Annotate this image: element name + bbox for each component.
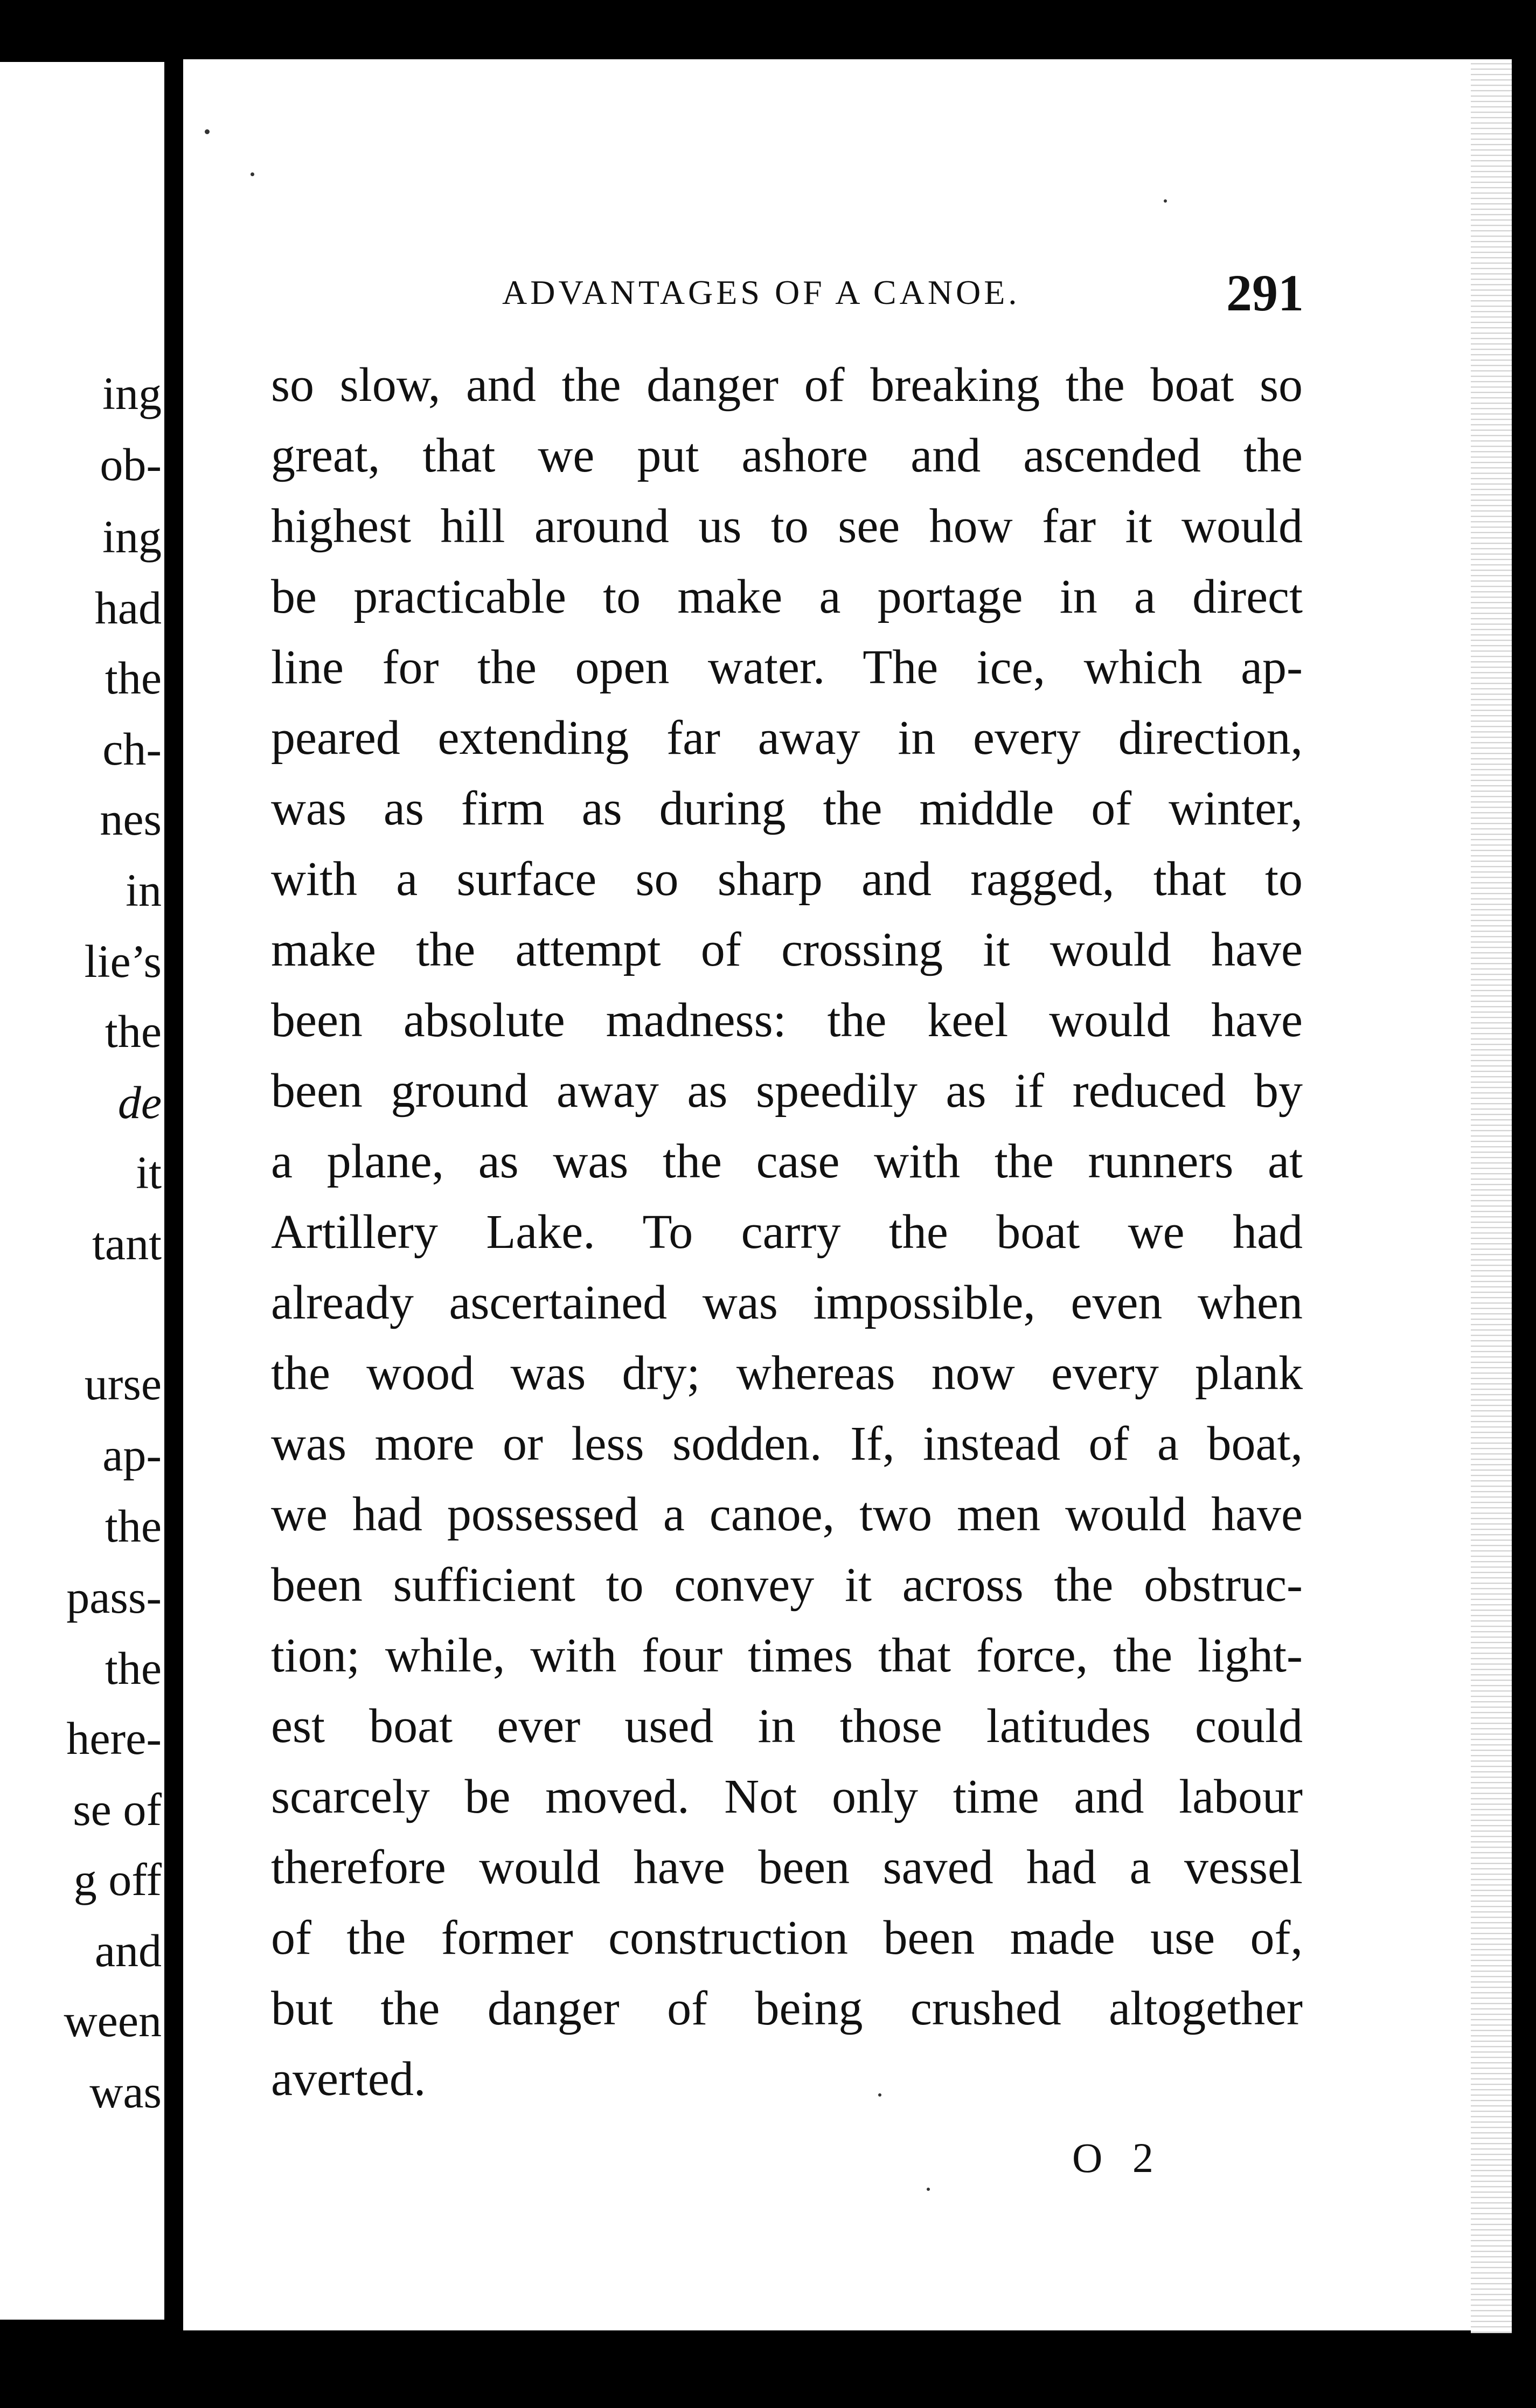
facing-page-fragment: the xyxy=(105,1500,162,1552)
dust-speck xyxy=(1164,199,1167,203)
facing-page-fragment: ch- xyxy=(102,723,162,775)
body-line: with a surface so sharp and ragged, that to xyxy=(271,852,1303,906)
facing-page-fragment: tant xyxy=(92,1218,162,1269)
scan-border-right xyxy=(1512,59,1536,2344)
dust-speck xyxy=(205,129,210,134)
body-line: tion; while, with four times that force, the light- xyxy=(271,1629,1303,1682)
facing-page-fragment: nes xyxy=(100,793,162,845)
facing-page-fragment: lie’s xyxy=(84,935,162,987)
body-line: be practicable to make a portage in a direct xyxy=(271,570,1303,623)
dust-speck xyxy=(927,2188,930,2191)
body-line: line for the open water. The ice, which ap- xyxy=(271,641,1303,694)
signature-mark: O 2 xyxy=(1072,2134,1163,2181)
body-line: we had possessed a canoe, two men would have xyxy=(271,1488,1303,1541)
facing-page-fragment: in xyxy=(126,864,162,916)
facing-page-fragment: ob- xyxy=(100,439,162,490)
scan-border-bottom xyxy=(183,2333,1536,2408)
facing-page-fragment: here- xyxy=(66,1712,162,1764)
body-line: make the attempt of crossing it would have xyxy=(271,923,1303,976)
running-head: ADVANTAGES OF A CANOE. xyxy=(502,273,1020,311)
body-line: scarcely be moved. Not only time and labour xyxy=(271,1770,1303,1823)
body-line: already ascertained was impossible, even when xyxy=(271,1276,1303,1329)
facing-page-fragment: and xyxy=(94,1925,162,1976)
facing-page-fragment: the xyxy=(105,1005,162,1057)
facing-page-fragment: g off xyxy=(73,1854,162,1905)
body-line: been absolute madness: the keel would have xyxy=(271,994,1303,1047)
facing-page-fragment: urse xyxy=(84,1358,162,1410)
body-line: highest hill around us to see how far it would xyxy=(271,499,1303,553)
body-line: est boat ever used in those latitudes could xyxy=(271,1699,1303,1753)
facing-page-fragment: ween xyxy=(64,1995,162,2046)
body-line: but the danger of being crushed altogether xyxy=(271,1982,1303,2035)
facing-page-fragment: se of xyxy=(73,1784,162,1835)
body-line: Artillery Lake. To carry the boat we had xyxy=(271,1205,1303,1259)
body-line: averted. xyxy=(271,2052,426,2106)
facing-page-fragment: ing xyxy=(102,367,162,419)
facing-page-fragment: de xyxy=(117,1077,162,1128)
facing-page-fragment: ap- xyxy=(102,1429,162,1481)
body-line: a plane, as was the case with the runners at xyxy=(271,1135,1303,1188)
body-line: was as firm as during the middle of winter, xyxy=(271,782,1303,835)
facing-page-fragment: the xyxy=(105,652,162,704)
facing-page-margin xyxy=(0,62,164,2320)
page-header xyxy=(323,263,1304,328)
body-line: of the former construction been made use of, xyxy=(271,1911,1303,1965)
facing-page-fragment: ing xyxy=(102,511,162,563)
body-line: so slow, and the danger of breaking the boat so xyxy=(271,358,1303,412)
body-line: therefore would have been saved had a vessel xyxy=(271,1841,1303,1894)
body-line: been sufficient to convey it across the obstruc- xyxy=(271,1558,1303,1612)
dust-speck xyxy=(251,172,254,176)
body-line: been ground away as speedily as if reduced by xyxy=(271,1064,1303,1118)
facing-page-fragment: it xyxy=(136,1147,162,1198)
body-line: great, that we put ashore and ascended the xyxy=(271,429,1303,482)
gutter-shadow xyxy=(164,54,183,2333)
facing-page-fragment: had xyxy=(94,582,162,634)
facing-page-fragment: the xyxy=(105,1642,162,1694)
page-edge xyxy=(1471,59,1514,2338)
body-line: the wood was dry; whereas now every plank xyxy=(271,1347,1303,1400)
body-line: peared extending far away in every direction, xyxy=(271,711,1303,765)
facing-page-fragment: was xyxy=(89,2066,162,2118)
facing-page-fragment: pass- xyxy=(66,1571,162,1623)
body-line: was more or less sodden. If, instead of a boat, xyxy=(271,1417,1303,1470)
page-number: 291 xyxy=(1226,264,1304,322)
